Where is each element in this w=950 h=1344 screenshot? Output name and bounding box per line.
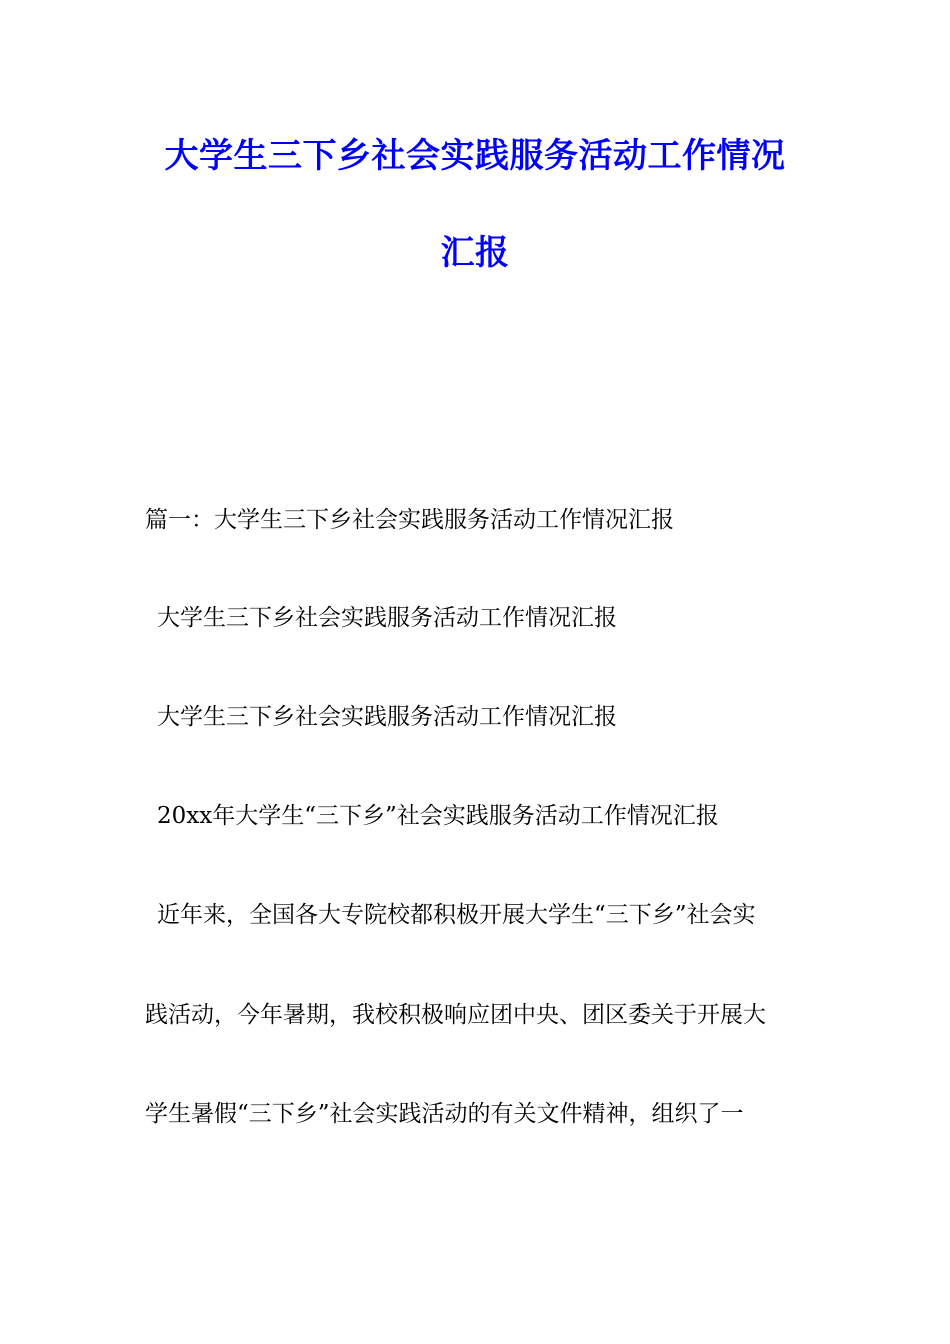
document-title-line-1: 大学生三下乡社会实践服务活动工作情况 xyxy=(164,136,786,176)
body-text-line: 近年来，全国各大专院校都积极开展大学生“三下乡”社会实 xyxy=(157,902,756,928)
body-text-line: 践活动，今年暑期，我校积极响应团中央、团区委关于开展大 xyxy=(145,1002,766,1028)
document-title-line-2: 汇报 xyxy=(440,233,510,273)
section-heading: 篇一：大学生三下乡社会实践服务活动工作情况汇报 xyxy=(145,507,674,533)
body-text-line: 学生暑假“三下乡”社会实践活动的有关文件精神，组织了一 xyxy=(145,1101,744,1127)
subtitle-line-2: 大学生三下乡社会实践服务活动工作情况汇报 xyxy=(157,704,617,730)
subtitle-line-3: 20xx年大学生“三下乡”社会实践服务活动工作情况汇报 xyxy=(157,803,719,829)
subtitle-line-1: 大学生三下乡社会实践服务活动工作情况汇报 xyxy=(157,605,617,631)
